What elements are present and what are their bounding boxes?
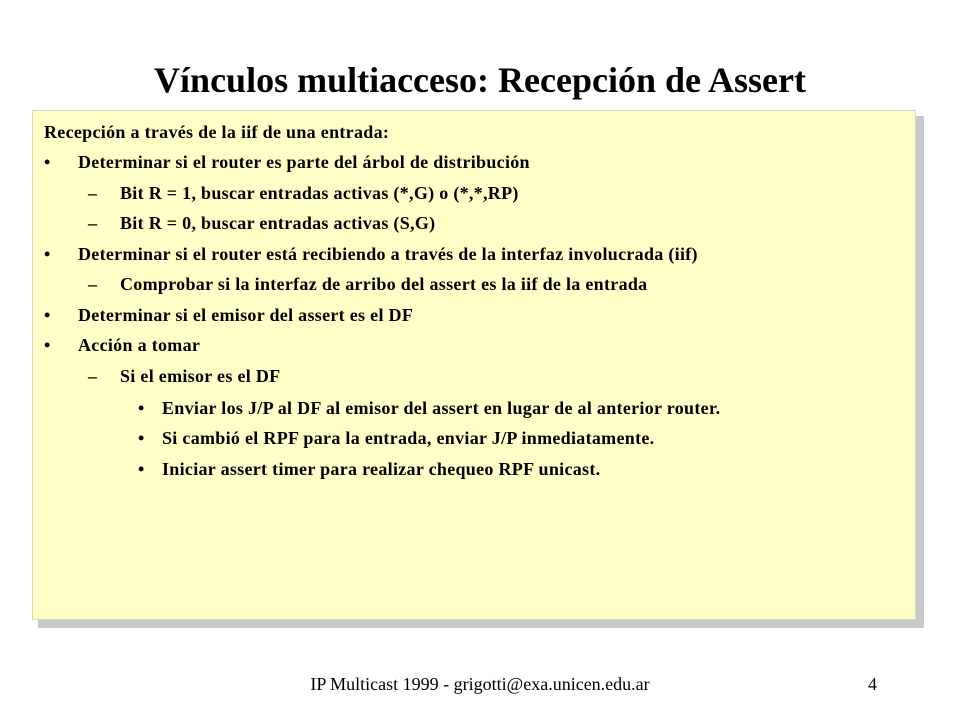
list-item: Comprobar si la interfaz de arribo del assert es la iif de la entrada — [120, 274, 648, 294]
bullet-marker: • — [44, 244, 51, 264]
list-item: Bit R = 0, buscar entradas activas (S,G) — [120, 213, 436, 233]
list-item: Enviar los J/P al DF al emisor del assert en lugar de al anterior router. — [162, 398, 721, 418]
bullet-marker: • — [44, 152, 51, 172]
bullet-marker: • — [44, 305, 51, 325]
dash-marker: – — [88, 274, 97, 294]
page-number: 4 — [868, 674, 877, 694]
list-item: Bit R = 1, buscar entradas activas (*,G) o (*,*,RP) — [120, 183, 519, 203]
dash-marker: – — [88, 213, 97, 233]
slide-title: Vínculos multiacceso: Recepción de Assert — [154, 60, 806, 100]
list-item: Determinar si el emisor del assert es el DF — [78, 305, 414, 325]
bullet-marker: • — [138, 428, 145, 448]
list-item: Determinar si el router es parte del árbol de distribución — [78, 152, 530, 172]
dash-marker: – — [88, 183, 97, 203]
slide-footer: IP Multicast 1999 - grigotti@exa.unicen.edu.ar — [310, 674, 650, 694]
dash-marker: – — [88, 366, 97, 386]
list-item: Si cambió el RPF para la entrada, enviar J/P inmediatamente. — [162, 428, 655, 448]
bullet-marker: • — [44, 335, 51, 355]
bullet-marker: • — [138, 398, 145, 418]
list-item: Iniciar assert timer para realizar chequeo RPF unicast. — [162, 459, 601, 479]
list-item: Si el emisor es el DF — [120, 366, 281, 386]
intro-line: Recepción a través de la iif de una entrada: — [44, 122, 390, 142]
bullet-marker: • — [138, 459, 145, 479]
list-item: Determinar si el router está recibiendo a través de la interfaz involucrada (iif) — [78, 244, 698, 264]
list-item: Acción a tomar — [78, 335, 201, 355]
